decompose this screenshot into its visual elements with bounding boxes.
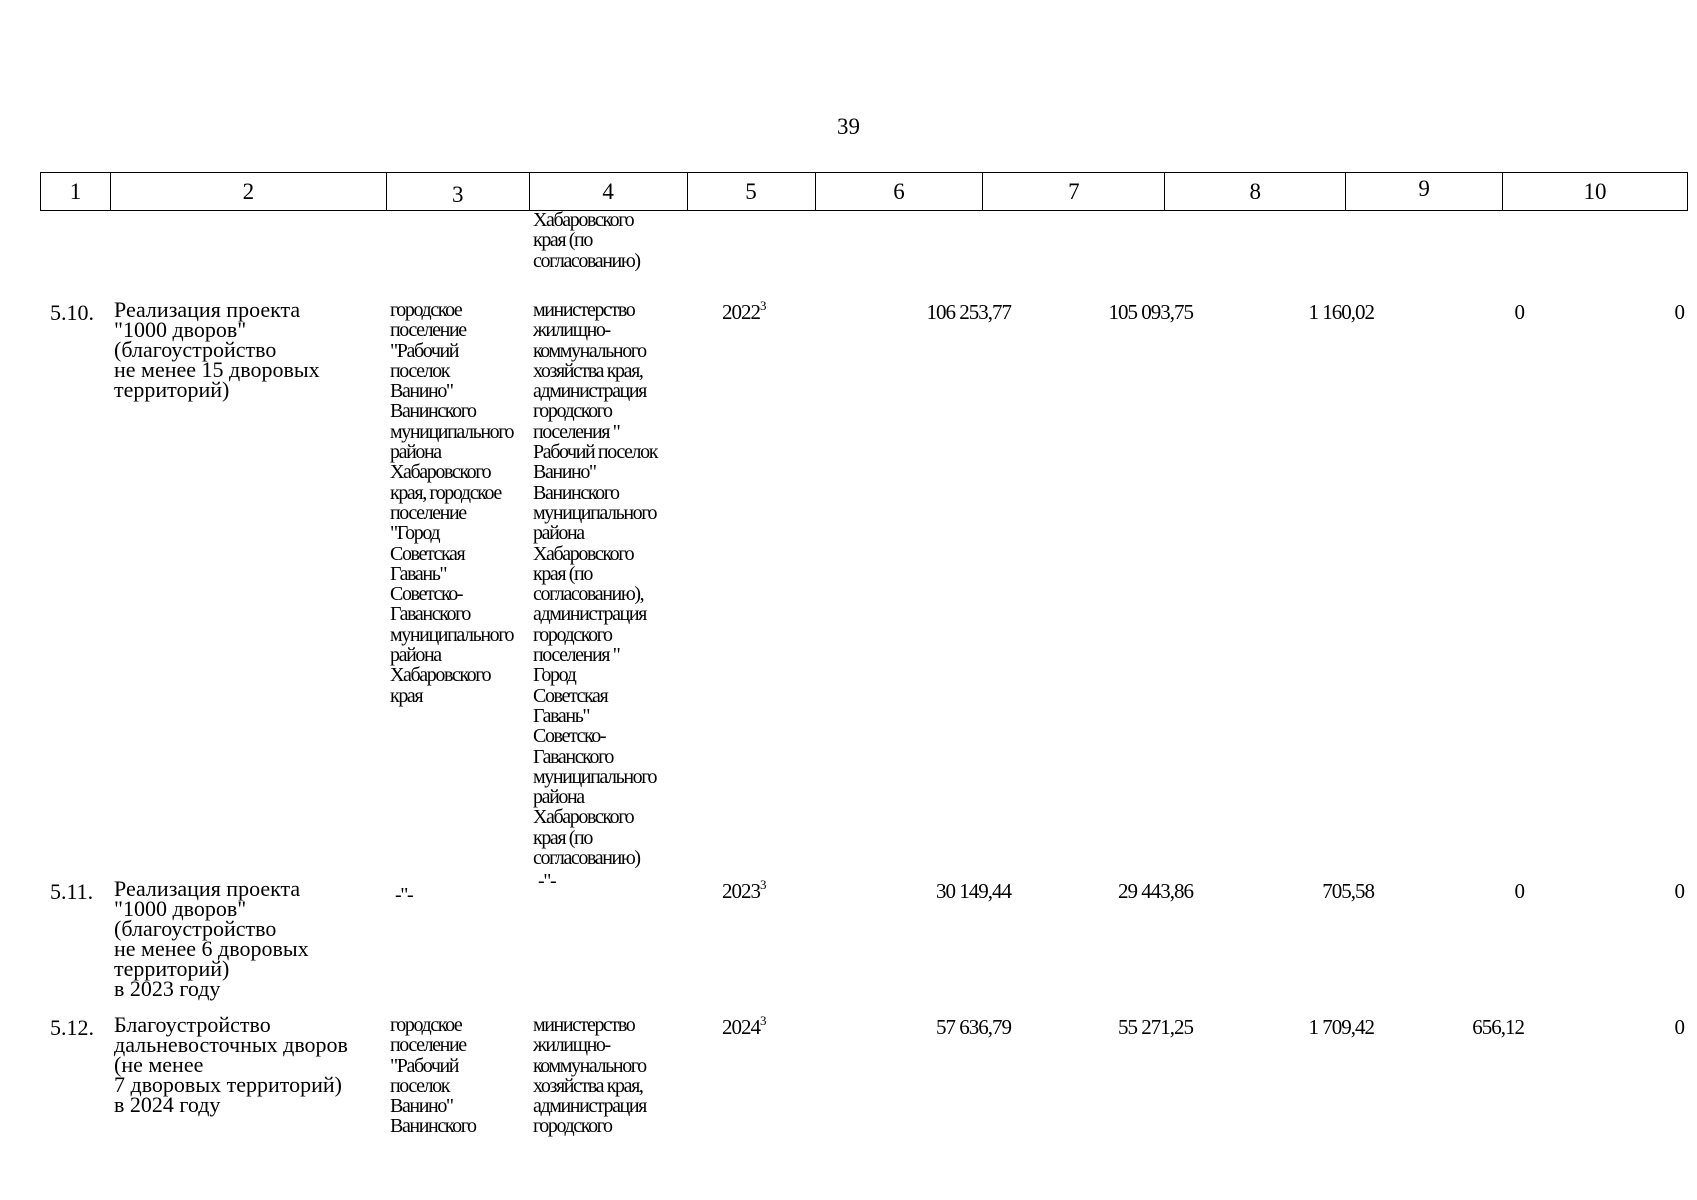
row-value-6: 57 636,79 [936, 1015, 1011, 1039]
row-value-8: 1 160,02 [1308, 300, 1374, 324]
header-col-4: 4 [530, 173, 688, 210]
row-executor: министерство жилищно- коммунального хозяйства края, администрация городского [533, 1014, 646, 1138]
header-col-7: 7 [983, 173, 1165, 210]
row-name: Реализация проекта "1000 дворов" (благоустройство не менее 6 дворовых территорий) в 2023 году [114, 876, 309, 1001]
row-year-value: 2024 [722, 1015, 760, 1039]
row-number: 5.10. [50, 300, 94, 325]
row-value-9: 0 [1514, 879, 1524, 903]
header-col-2: 2 [111, 173, 387, 210]
row-name: Благоустройство дальневосточных дворов (не менее 7 дворовых территорий) в 2024 году [114, 1012, 348, 1117]
row-value-6: 30 149,44 [936, 879, 1011, 903]
row-value-10: 0 [1674, 879, 1684, 903]
row-value-10: 0 [1674, 300, 1684, 324]
header-col-1: 1 [41, 173, 111, 210]
row-value-7: 29 443,86 [1118, 879, 1193, 903]
row-participant: городское поселение "Рабочий поселок Ванино" Ванинского [390, 1014, 476, 1138]
row-year-footnote: 3 [760, 1013, 766, 1028]
row-year [722, 1015, 766, 1040]
row-value-6: 106 253,77 [926, 300, 1011, 324]
row-value-10: 0 [1674, 1015, 1684, 1039]
header-col-5: 5 [688, 173, 816, 210]
row-name: Реализация проекта "1000 дворов" (благоустройство не менее 15 дворовых территорий) [114, 297, 320, 402]
row-value-7: 55 271,25 [1118, 1015, 1193, 1039]
header-col-9: 9 [1346, 173, 1503, 210]
carry-over-executor: Хабаровского края (по согласованию) [533, 209, 640, 272]
row-participant: -"- [395, 884, 413, 906]
header-col-8: 8 [1165, 173, 1346, 210]
row-year [722, 879, 766, 904]
row-year [722, 300, 766, 325]
header-col-10: 10 [1503, 173, 1688, 210]
row-year-footnote: 3 [760, 877, 766, 892]
row-number: 5.12. [50, 1015, 94, 1040]
row-year-value: 2022 [722, 300, 760, 324]
row-year-value: 2023 [722, 879, 760, 903]
row-value-8: 1 709,42 [1308, 1015, 1374, 1039]
row-value-8: 705,58 [1322, 879, 1374, 903]
row-value-7: 105 093,75 [1108, 300, 1193, 324]
row-year-footnote: 3 [760, 298, 766, 313]
page-number: 39 [837, 114, 860, 139]
header-col-6: 6 [816, 173, 984, 210]
table-header [40, 172, 1688, 211]
row-executor: министерство жилищно- коммунального хозяйства края, администрация городского поселения " Рабочий поселок Ванино" Ванинского муниципального района Хабаровского края (по согласованию), администрация городского поселения " Город Советская Гавань" Советско- Гаванского муниципального района Хабаровского края (по согласованию) [533, 299, 658, 870]
row-executor: -"- [538, 870, 556, 892]
row-number: 5.11. [50, 879, 94, 904]
header-col-3: 3 [387, 173, 530, 210]
row-participant: городское поселение "Рабочий поселок Ванино" Ванинского муниципального района Хабаровского края, городское поселение "Город Советская Гавань" Советско- Гаванского муниципального района Хабаровского края [390, 299, 514, 707]
row-value-9: 0 [1514, 300, 1524, 324]
row-value-9: 656,12 [1472, 1015, 1524, 1039]
